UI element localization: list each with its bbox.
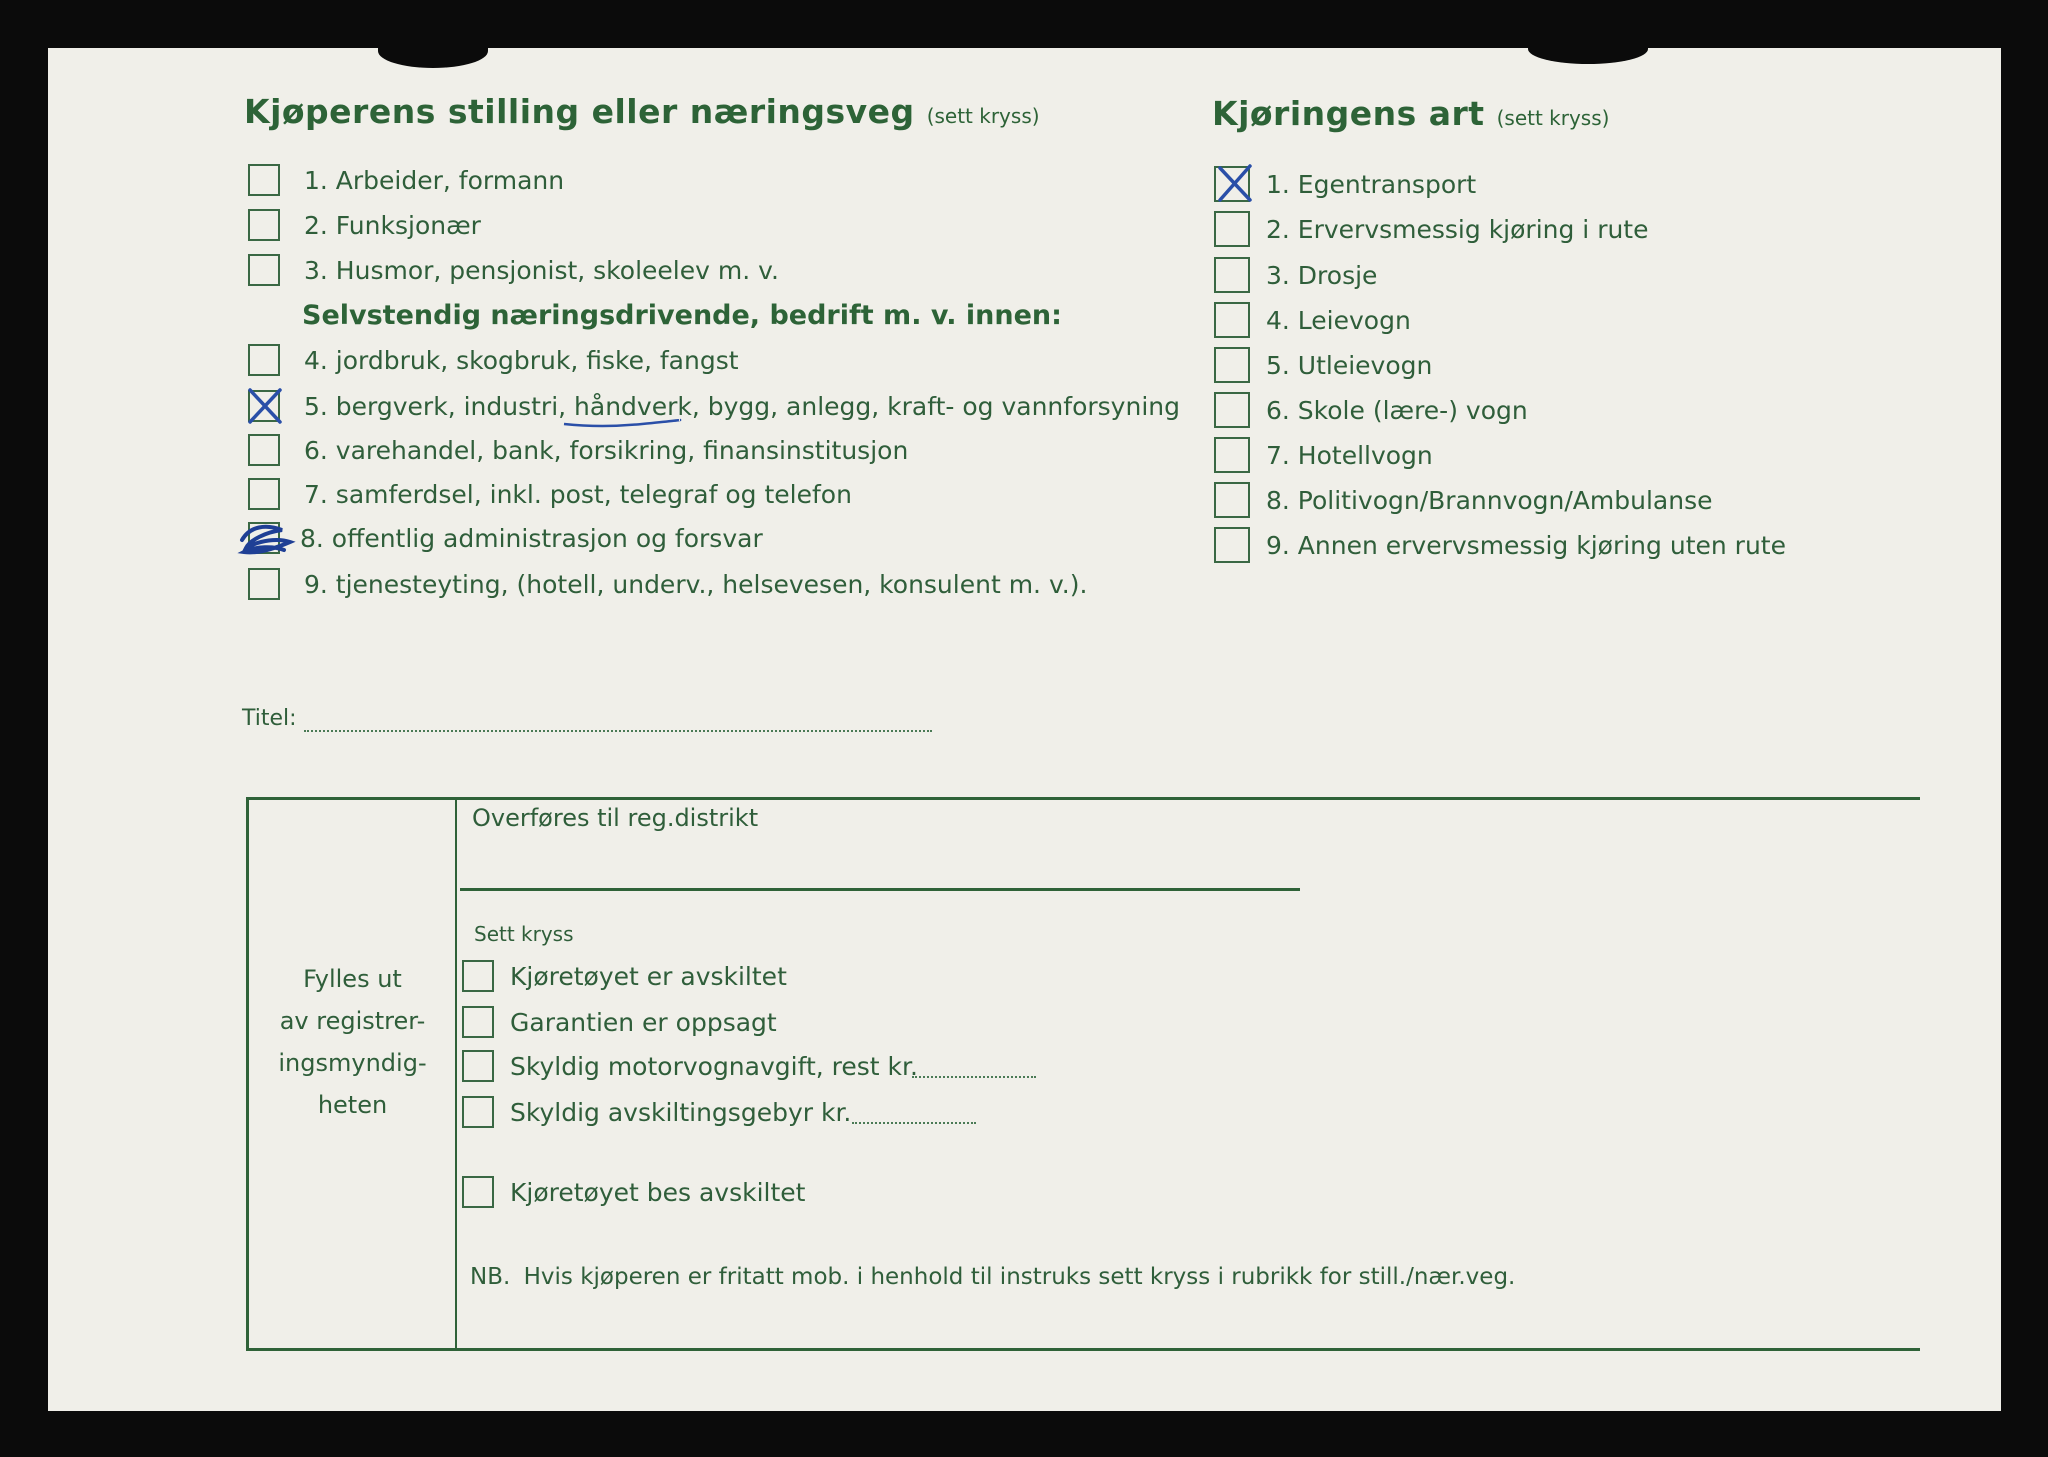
checkbox[interactable]: [248, 254, 280, 286]
right-title-text: Kjøringens art: [1212, 94, 1485, 133]
transfer-underline: [460, 888, 1300, 891]
box-check-4-label: Skyldig avskiltingsgebyr kr.: [510, 1098, 852, 1127]
box-left-line: [246, 797, 249, 1351]
scribble-mark-icon: [236, 518, 296, 562]
checkbox[interactable]: [1214, 392, 1250, 428]
left-section-title: [244, 92, 1040, 131]
left-title-note: (sett kryss): [926, 104, 1040, 128]
right-item-2-label: 2. Ervervsmessig kjøring i rute: [1266, 215, 1649, 244]
checkbox[interactable]: [248, 164, 280, 196]
transfer-label: Overføres til reg.distrikt: [472, 804, 759, 832]
avskiltingsgebyr-amount-line[interactable]: [852, 1122, 976, 1124]
checkbox[interactable]: [1214, 482, 1250, 518]
right-title-note: (sett kryss): [1496, 106, 1610, 130]
left-item-6-label: 6. varehandel, bank, forsikring, finansinstitusjon: [304, 436, 909, 465]
checkbox[interactable]: [1214, 257, 1250, 293]
checkbox[interactable]: [462, 1096, 494, 1128]
checkbox[interactable]: [462, 960, 494, 992]
left-item-4-label: 4. jordbruk, skogbruk, fiske, fangst: [304, 346, 739, 375]
side-label: [250, 958, 455, 1126]
checkbox[interactable]: [462, 1006, 494, 1038]
left-item-8-label: 8. offentlig administrasjon og forsvar: [300, 524, 763, 553]
left-item-1-label: 1. Arbeider, formann: [304, 166, 565, 195]
nb-prefix: NB.: [470, 1264, 511, 1290]
box-check-3-label: Skyldig motorvognavgift, rest kr.: [510, 1052, 918, 1081]
left-title-text: Kjøperens stilling eller næringsveg: [244, 92, 915, 131]
side-label-line-3: ingsmyndig-: [278, 1049, 427, 1077]
checkbox[interactable]: [248, 344, 280, 376]
checkbox[interactable]: [1214, 211, 1250, 247]
side-label-line-4: heten: [317, 1091, 388, 1119]
right-item-1-label: 1. Egentransport: [1266, 170, 1477, 199]
right-section-title: [1212, 94, 1609, 133]
right-item-4-label: 4. Leievogn: [1266, 306, 1411, 335]
box-bottom-line: [246, 1348, 1920, 1351]
cross-mark-icon: [244, 384, 286, 428]
left-item-2-label: 2. Funksjonær: [304, 211, 481, 240]
paper-notch-right: [1528, 34, 1648, 64]
checkbox[interactable]: [462, 1050, 494, 1082]
box-top-line: [246, 797, 1920, 800]
nb-note: [470, 1264, 1515, 1290]
checkbox[interactable]: [248, 209, 280, 241]
motorvognavgift-amount-line[interactable]: [912, 1076, 1036, 1078]
left-item-7-label: 7. samferdsel, inkl. post, telegraf og telefon: [304, 480, 852, 509]
checkbox[interactable]: [1214, 302, 1250, 338]
box-divider-line: [455, 797, 457, 1351]
pen-underline: [562, 416, 682, 430]
left-item-3-label: 3. Husmor, pensjonist, skoleelev m. v.: [304, 256, 779, 285]
left-item-9-label: 9. tjenesteyting, (hotell, underv., helsevesen, konsulent m. v.).: [304, 570, 1088, 599]
checkbox[interactable]: [1214, 437, 1250, 473]
checkbox[interactable]: [248, 568, 280, 600]
paper-notch-left: [378, 34, 488, 68]
left-subheading: Selvstendig næringsdrivende, bedrift m. v. innen:: [302, 300, 1062, 331]
checkbox[interactable]: [248, 434, 280, 466]
checkbox[interactable]: [462, 1176, 494, 1208]
titel-input-line[interactable]: [304, 730, 932, 732]
right-item-5-label: 5. Utleievogn: [1266, 351, 1433, 380]
cross-mark-icon: [1212, 160, 1256, 206]
side-label-line-2: av registrer-: [279, 1007, 426, 1035]
box-check-1-label: Kjøretøyet er avskiltet: [510, 962, 787, 991]
box-check-2-label: Garantien er oppsagt: [510, 1008, 777, 1037]
checkbox[interactable]: [1214, 527, 1250, 563]
right-item-6-label: 6. Skole (lære-) vogn: [1266, 396, 1528, 425]
right-item-9-label: 9. Annen ervervsmessig kjøring uten rute: [1266, 531, 1786, 560]
checkbox[interactable]: [1214, 347, 1250, 383]
right-item-7-label: 7. Hotellvogn: [1266, 441, 1433, 470]
side-label-line-1: Fylles ut: [303, 965, 402, 993]
checkbox[interactable]: [248, 478, 280, 510]
box-check-last-label: Kjøretøyet bes avskiltet: [510, 1178, 806, 1207]
sett-kryss-label: Sett kryss: [474, 922, 574, 946]
left-item-5-label: 5. bergverk, industri, håndverk, bygg, anlegg, kraft- og vannforsyning: [304, 392, 1180, 421]
titel-label: Titel:: [242, 706, 297, 731]
right-item-3-label: 3. Drosje: [1266, 261, 1378, 290]
right-item-8-label: 8. Politivogn/Brannvogn/Ambulanse: [1266, 486, 1713, 515]
nb-text: Hvis kjøperen er fritatt mob. i henhold til instruks sett kryss i rubrikk for still./nær.veg.: [523, 1264, 1516, 1290]
